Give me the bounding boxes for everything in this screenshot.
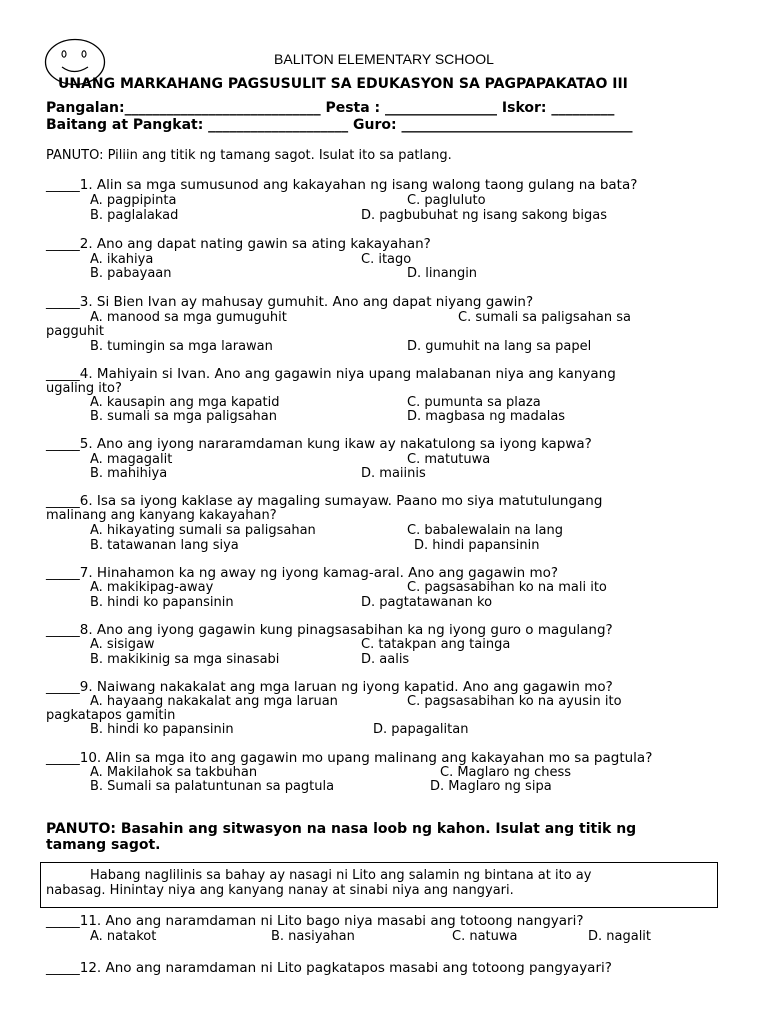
grade-teacher-line: Baitang at Pangkat: ____________________ Guro: _________________________________ (46, 117, 633, 133)
q5-option-b: B. mahihiya (90, 466, 168, 481)
q4-option-a: A. kausapin ang mga kapatid (90, 395, 280, 410)
q5-option-d: D. maiinis (361, 466, 426, 481)
question-9: _____9. Naiwang nakakalat ang mga laruan ng iyong kapatid. Ano ang gagawin mo? (46, 679, 613, 695)
question-3: _____3. Si Bien Ivan ay mahusay gumuhit. Ano ang dapat niyang gawin? (46, 294, 534, 310)
q2-option-a: A. ikahiya (90, 252, 154, 267)
q1-option-a: A. pagpipinta (90, 193, 177, 208)
question-4: _____4. Mahiyain si Ivan. Ano ang gagawin niya upang malabanan niya ang kanyang (46, 366, 616, 382)
q5-option-c: C. matutuwa (407, 452, 491, 467)
instructions-2-line1: PANUTO: Basahin ang sitwasyon na nasa loob ng kahon. Isulat ang titik ng (46, 821, 637, 837)
q10-option-c: C. Maglaro ng chess (440, 765, 572, 780)
q3-option-d: D. gumuhit na lang sa papel (407, 339, 592, 354)
q9-option-a: A. hayaang nakakalat ang mga laruan (90, 694, 338, 709)
q10-option-a: A. Makilahok sa takbuhan (90, 765, 258, 780)
q11-option-d: D. nagalit (588, 929, 652, 944)
question-4-cont: ugaling ito? (46, 381, 122, 396)
q6-option-d: D. hindi papansinin (414, 538, 540, 553)
question-10: _____10. Alin sa mga ito ang gagawin mo upang malinang ang kakayahan mo sa pagtula? (46, 750, 653, 766)
q9-option-d: D. papagalitan (373, 722, 469, 737)
q3-option-b: B. tumingin sa mga larawan (90, 339, 273, 354)
q9-option-b: B. hindi ko papansinin (90, 722, 234, 737)
q2-option-c: C. itago (361, 252, 412, 267)
q3-option-c-wrap: pagguhit (46, 324, 104, 339)
question-8: _____8. Ano ang iyong gagawin kung pinagsasabihan ka ng iyong guro o magulang? (46, 622, 613, 638)
q6-option-c: C. babalewalain na lang (407, 523, 563, 538)
q10-option-b: B. Sumali sa palatuntunan sa pagtula (90, 779, 335, 794)
q7-option-a: A. makikipag-away (90, 580, 214, 595)
q11-option-b: B. nasiyahan (271, 929, 355, 944)
q1-option-b: B. paglalakad (90, 208, 179, 223)
question-11: _____11. Ano ang naramdaman ni Lito bago niya masabi ang totoong nangyari? (46, 913, 584, 929)
q5-option-a: A. magagalit (90, 452, 173, 467)
q6-option-a: A. hikayating sumali sa paligsahan (90, 523, 316, 538)
situation-text-line2: nabasag. Hinintay niya ang kanyang nanay at sinabi niya ang nangyari. (46, 883, 514, 898)
q11-option-c: C. natuwa (452, 929, 518, 944)
q11-option-a: A. natakot (90, 929, 157, 944)
q7-option-d: D. pagtatawanan ko (361, 595, 493, 610)
q4-option-c: C. pumunta sa plaza (407, 395, 541, 410)
q9-option-c: C. pagsasabihan ko na ayusin ito (407, 694, 622, 709)
q3-option-c: C. sumali sa paligsahan sa (458, 310, 631, 325)
q2-option-b: B. pabayaan (90, 266, 172, 281)
school-name: BALITON ELEMENTARY SCHOOL (274, 51, 494, 67)
q4-option-b: B. sumali sa mga paligsahan (90, 409, 277, 424)
q1-option-d: D. pagbubuhat ng isang sakong bigas (361, 208, 607, 223)
q8-option-a: A. sisigaw (90, 637, 155, 652)
question-6-cont: malinang ang kanyang kakayahan? (46, 508, 277, 523)
question-5: _____5. Ano ang iyong nararamdaman kung ikaw ay nakatulong sa iyong kapwa? (46, 436, 592, 452)
q1-option-c: C. pagluluto (407, 193, 486, 208)
q2-option-d: D. linangin (407, 266, 478, 281)
question-1: _____1. Alin sa mga sumusunod ang kakayahan ng isang walong taong gulang na bata? (46, 177, 638, 193)
instructions: PANUTO: Piliin ang titik ng tamang sagot. Isulat ito sa patlang. (46, 148, 452, 163)
question-7: _____7. Hinahamon ka ng away ng iyong kamag-aral. Ano ang gagawin mo? (46, 565, 559, 581)
situation-text-line1: Habang naglilinis sa bahay ay nasagi ni Lito ang salamin ng bintana at ito ay (90, 868, 592, 883)
q7-option-c: C. pagsasabihan ko na mali ito (407, 580, 607, 595)
question-2: _____2. Ano ang dapat nating gawin sa ating kakayahan? (46, 236, 431, 252)
q10-option-d: D. Maglaro ng sipa (430, 779, 552, 794)
name-date-score-line: Pangalan:____________________________ Pesta : ________________ Iskor: _________ (46, 100, 615, 116)
q9-option-c-wrap: pagkatapos gamitin (46, 708, 176, 723)
q7-option-b: B. hindi ko papansinin (90, 595, 234, 610)
q8-option-b: B. makikinig sa mga sinasabi (90, 652, 280, 667)
question-6: _____6. Isa sa iyong kaklase ay magaling sumayaw. Paano mo siya matutulungang (46, 493, 603, 509)
q8-option-d: D. aalis (361, 652, 410, 667)
q8-option-c: C. tatakpan ang tainga (361, 637, 511, 652)
q3-option-a: A. manood sa mga gumuguhit (90, 310, 287, 325)
instructions-2-line2: tamang sagot. (46, 837, 161, 853)
exam-title: UNANG MARKAHANG PAGSUSULIT SA EDUKASYON SA PAGPAPAKATAO III (58, 76, 628, 92)
question-12: _____12. Ano ang naramdaman ni Lito pagkatapos masabi ang totoong pangyayari? (46, 960, 612, 976)
q4-option-d: D. magbasa ng madalas (407, 409, 566, 424)
q6-option-b: B. tatawanan lang siya (90, 538, 239, 553)
